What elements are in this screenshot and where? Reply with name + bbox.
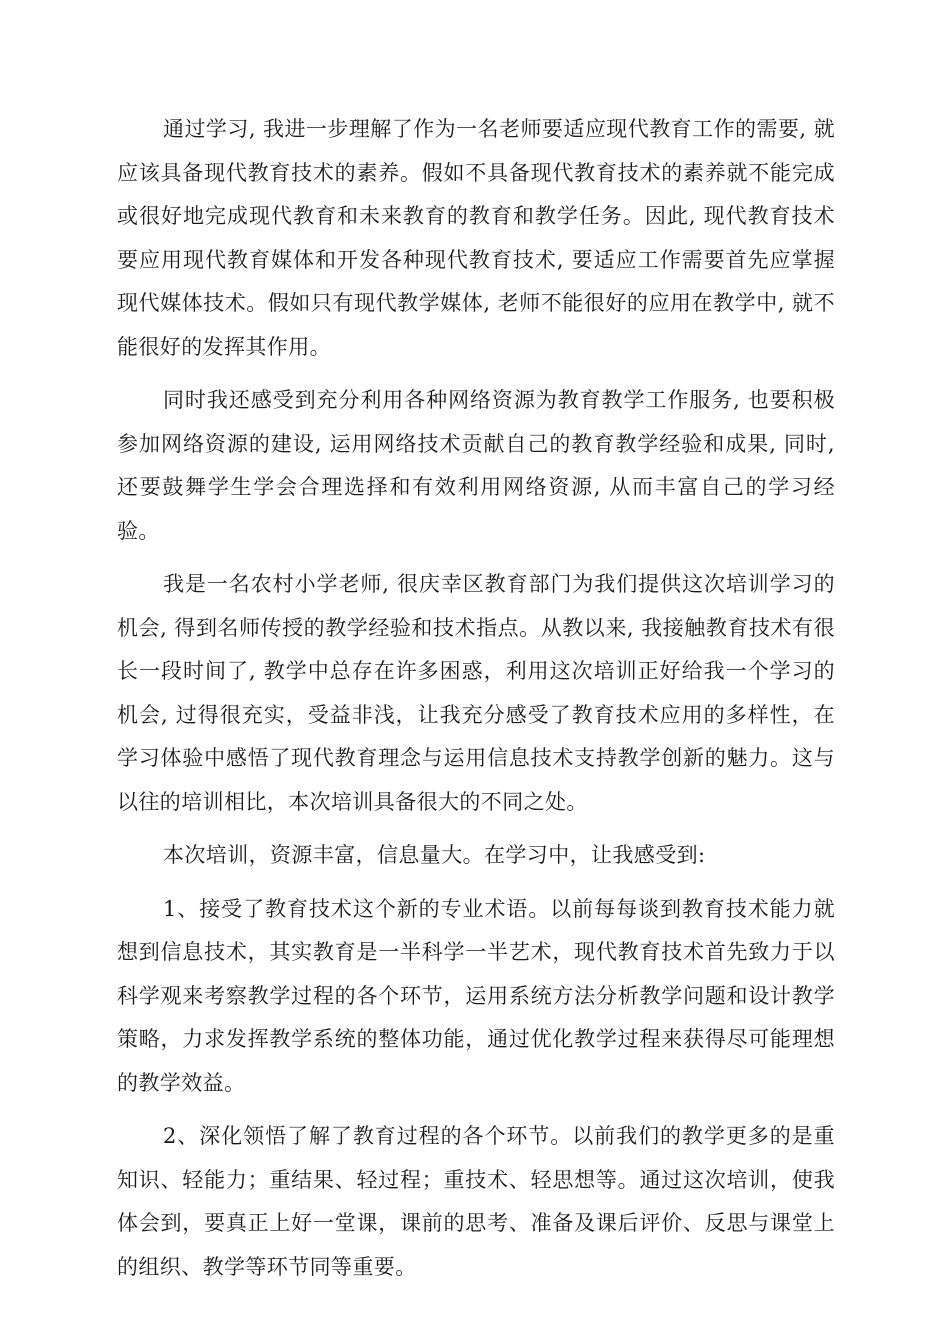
paragraph: 2、深化领悟了解了教育过程的各个环节。以前我们的教学更多的是重知识、轻能力；重结果、轻过程；重技术、轻思想等。通过这次培训，使我体会到，要真正上好一堂课，课前的思考、准备及课后评价、反思与课堂上的组织、教学等环节同等重要。 xyxy=(117,1124,835,1279)
paragraph: 本次培训，资源丰富，信息量大。在学习中，让我感受到: xyxy=(163,843,706,867)
document-body xyxy=(117,108,835,1299)
paragraph: 我是一名农村小学老师, 很庆幸区教育部门为我们提供这次培训学习的机会, 得到名师传授的教学经验和技术指点。从教以来, 我接触教育技术有很长一段时间了, 教学中总存在许多困惑，利用这次培训正好给我一个学习的机会, 过得很充实，受益非浅，让我充分感受了教育技术应用的多样性，在学习体验中感悟了现代教育理念与运用信息技术支持教学创新的魅力。这与以往的培训相比，本次培训具备很大的不同之处。 xyxy=(117,572,835,814)
paragraph: 1、接受了教育技术这个新的专业术语。以前每每谈到教育技术能力就想到信息技术，其实教育是一半科学一半艺术，现代教育技术首先致力于以科学观来考察教学过程的各个环节，运用系统方法分析教学问题和设计教学策略，力求发挥教学系统的整体功能，通过优化教学过程来获得尽可能理想的教学效益。 xyxy=(117,896,835,1095)
paragraph: 通过学习, 我进一步理解了作为一名老师要适应现代教育工作的需要, 就应该具备现代教育技术的素养。假如不具备现代教育技术的素养就不能完成或很好地完成现代教育和未来教育的教育和教学任务。因此, 现代教育技术要应用现代教育媒体和开发各种现代教育技术, 要适应工作需要首先应掌握现代媒体技术。假如只有现代教学媒体, 老师不能很好的应用在教学中, 就不能很好的发挥其作用。 xyxy=(117,117,835,359)
paragraph: 同时我还感受到充分利用各种网络资源为教育教学工作服务, 也要积极参加网络资源的建设, 运用网络技术贡献自己的教育教学经验和成果, 同时, 还要鼓舞学生学会合理选择和有效利用网络资源, 从而丰富自己的学习经验。 xyxy=(117,388,835,543)
